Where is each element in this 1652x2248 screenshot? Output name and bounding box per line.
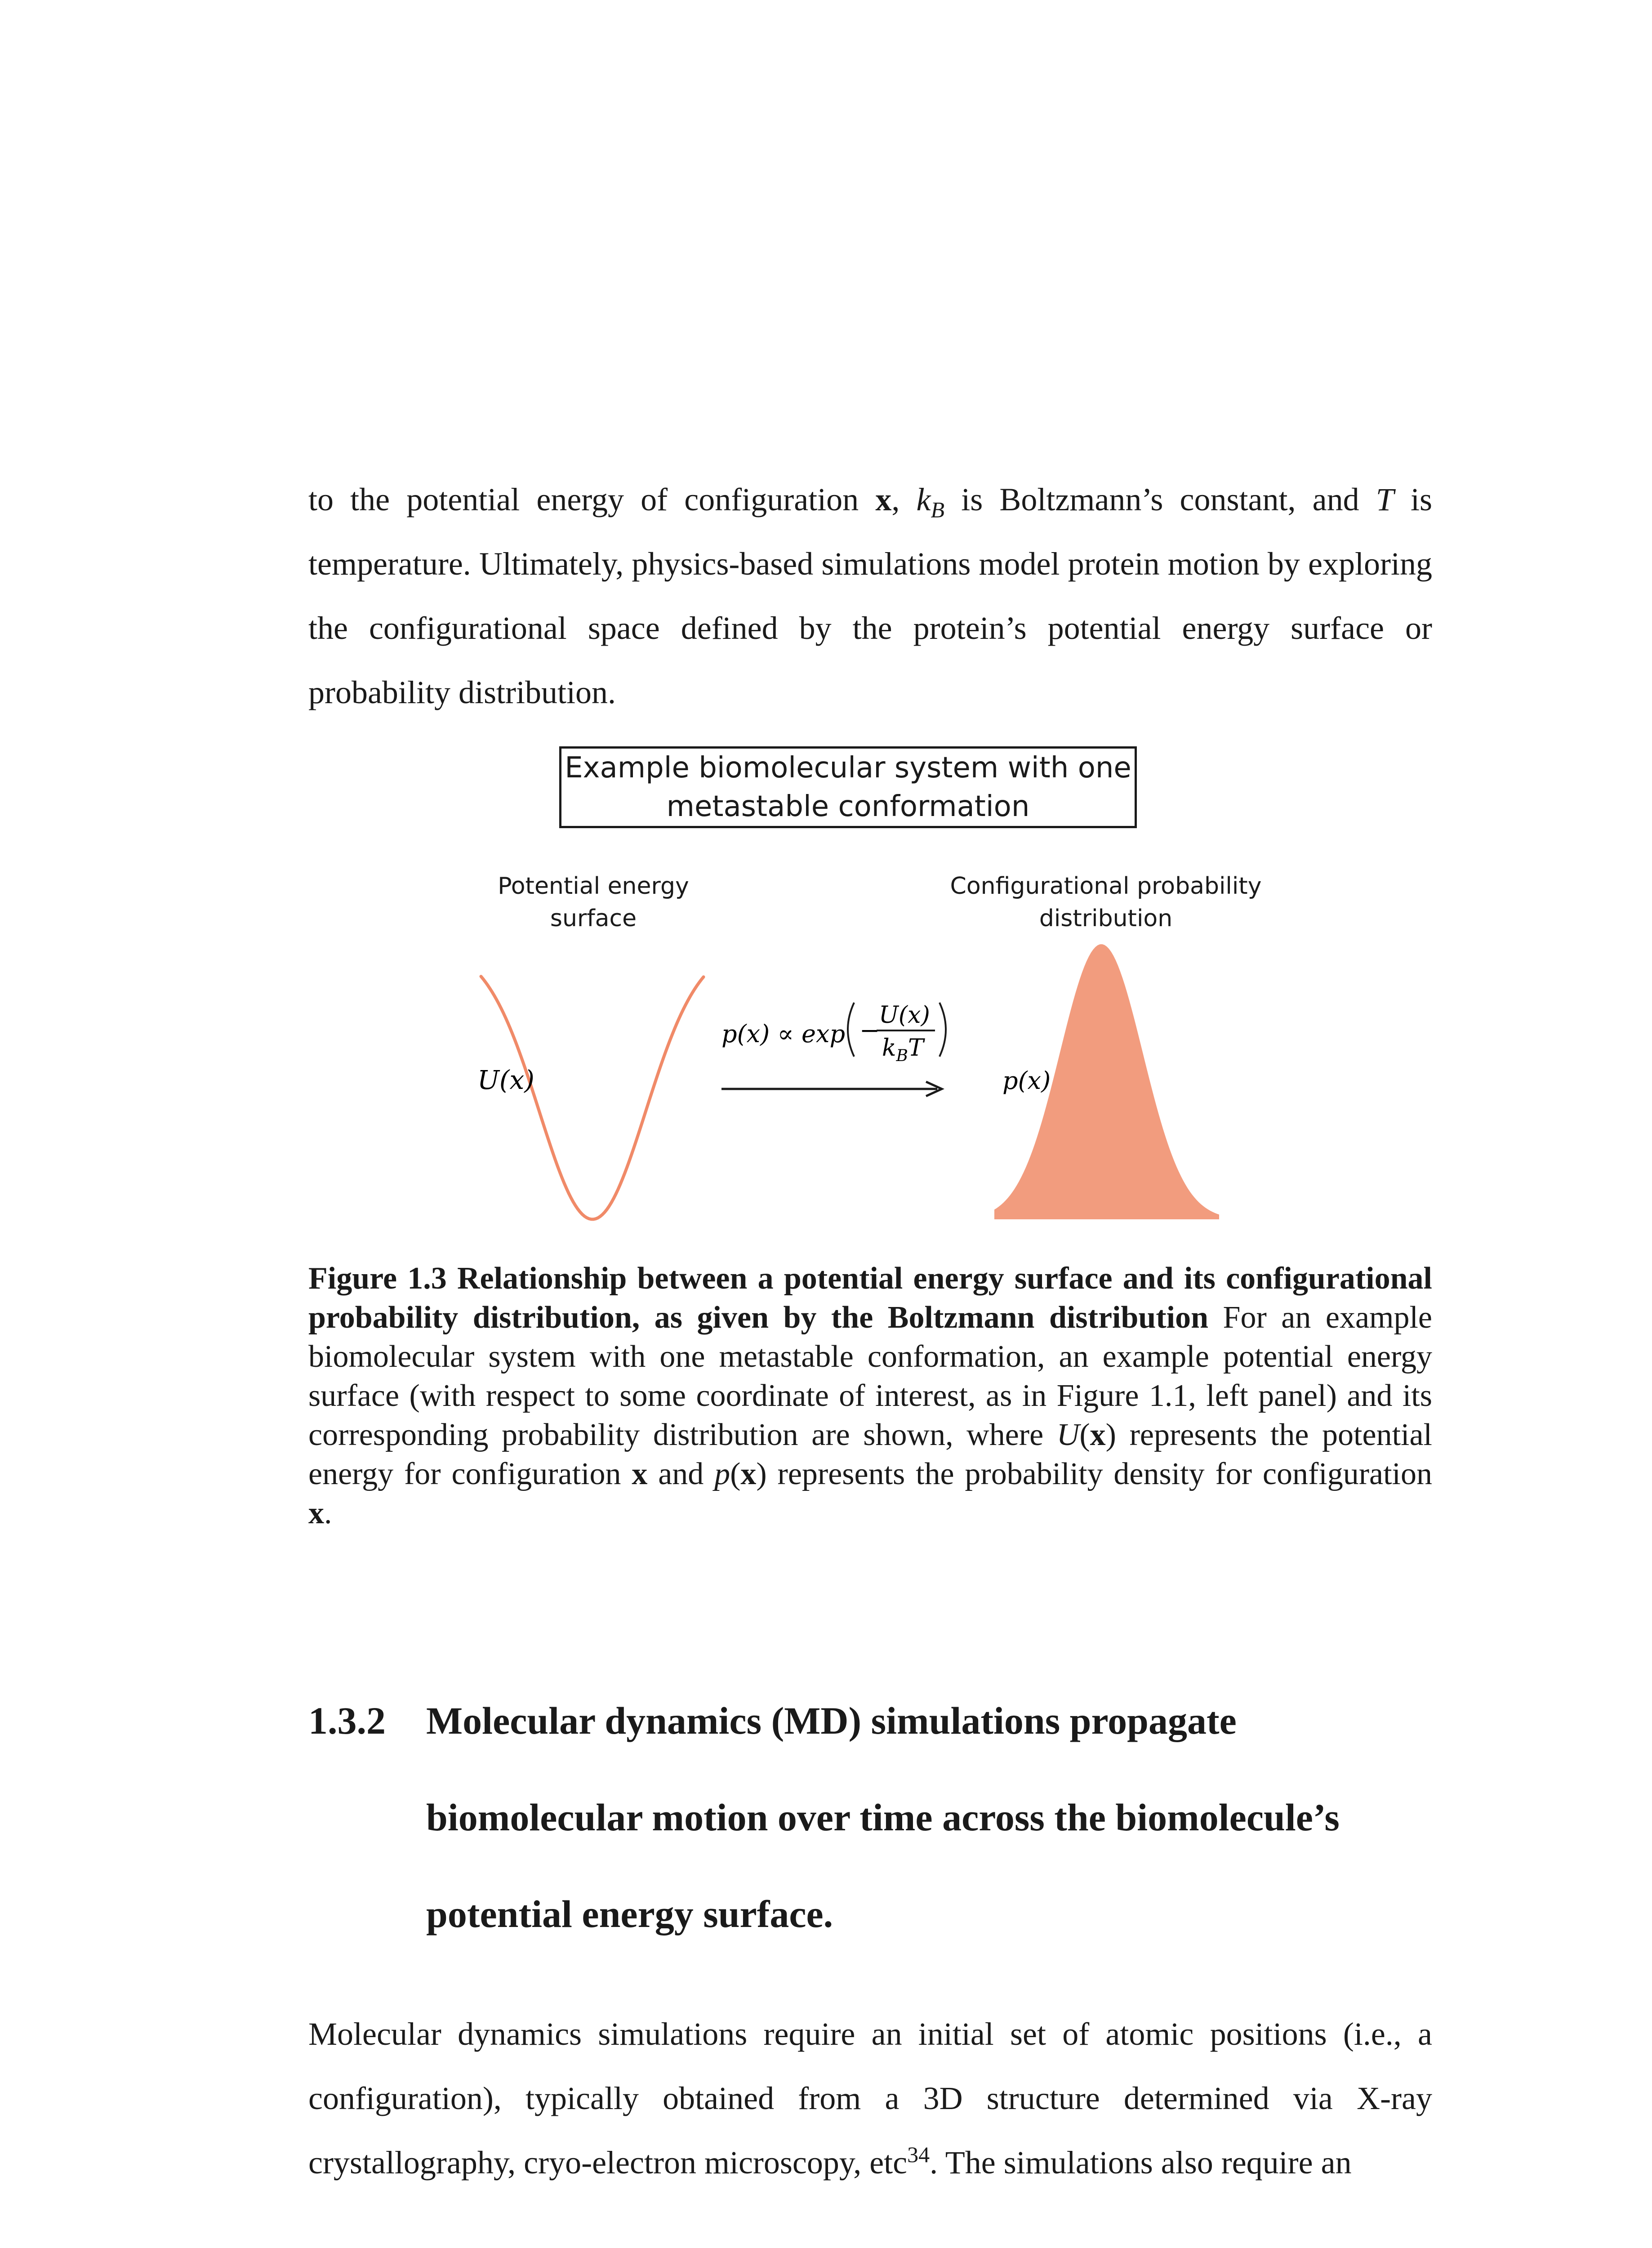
symbol-t: T	[1376, 482, 1394, 517]
figure-title-text: Example biomolecular system with one metastable conformation	[565, 751, 1131, 823]
section-number: 1.3.2	[308, 1699, 386, 1742]
text-run: and	[647, 1457, 715, 1491]
text-run: (	[1079, 1418, 1090, 1452]
relation-minus: −	[859, 1016, 880, 1044]
paragraph-bottom	[308, 2002, 1432, 2195]
left-axis-label: U(x)	[477, 1065, 534, 1095]
text-run: Molecular dynamics simulations require an initial set of atomic positions (i.e., a configuration), typically obtained from a 3D structure determined via X-ray crystallography, cryo-electron microscopy, etc	[308, 2016, 1432, 2181]
text-run: . The simulations also require an	[930, 2145, 1352, 2181]
relation-lhs: p(x) ∝ exp	[721, 1020, 846, 1048]
citation-superscript: 34	[907, 2142, 930, 2167]
denominator-t: T	[908, 1035, 924, 1062]
potential-energy-curve	[481, 977, 704, 1219]
symbol-p: p	[714, 1457, 730, 1491]
symbol-u: U	[1056, 1418, 1080, 1452]
symbol-x: x	[740, 1457, 757, 1491]
text-run: For an example biomolecular system with one metastable conformation, an example potential energy surface (with respect to some coordinate of interest, as in Figure 1.1, left panel) and its corresponding probability distribution are shown, where	[308, 1300, 1432, 1452]
relation-numerator: U(x)	[879, 1002, 930, 1029]
symbol-k: k	[916, 482, 931, 517]
text-run: to the potential energy of configuration	[308, 482, 876, 517]
caption-bold-lead: Figure 1.3 Relationship between a potential energy surface and its configurational probability distribution, as given by the Boltzmann distribution	[308, 1261, 1432, 1335]
symbol-x: x	[1090, 1418, 1106, 1452]
denominator-b-subscript: B	[896, 1047, 908, 1065]
symbol-b-subscript: B	[931, 497, 945, 522]
left-paren	[848, 1003, 854, 1057]
symbol-x: x	[875, 482, 892, 517]
right-panel-label: Configurational probability distribution	[950, 873, 1262, 932]
text-run: (	[730, 1457, 741, 1491]
text-run: .	[324, 1496, 332, 1530]
symbol-x: x	[632, 1457, 648, 1491]
symbol-x: x	[308, 1496, 324, 1530]
right-axis-label: p(x)	[1002, 1066, 1051, 1095]
text-run: ) represents the probability density for configuration	[756, 1457, 1432, 1491]
section-title: Molecular dynamics (MD) simulations propagate biomolecular motion over time across the biomolecule’s potential energy surface.	[426, 1699, 1340, 1936]
right-paren	[940, 1003, 946, 1057]
text-run: ,	[891, 482, 917, 517]
relation-denominator	[882, 1035, 925, 1065]
figure-caption	[308, 1259, 1432, 1533]
text-run: is temperature. Ultimately, physics-based simulations model protein motion by exploring the configurational space defined by the protein’s potential energy surface or probability distribution.	[308, 482, 1433, 710]
denominator-k: k	[882, 1035, 896, 1062]
left-panel-label: Potential energy surface	[498, 873, 689, 932]
text-run: is Boltzmann’s constant, and	[944, 482, 1376, 517]
text-run: ) represents the potential energy for configuration	[308, 1418, 1432, 1491]
